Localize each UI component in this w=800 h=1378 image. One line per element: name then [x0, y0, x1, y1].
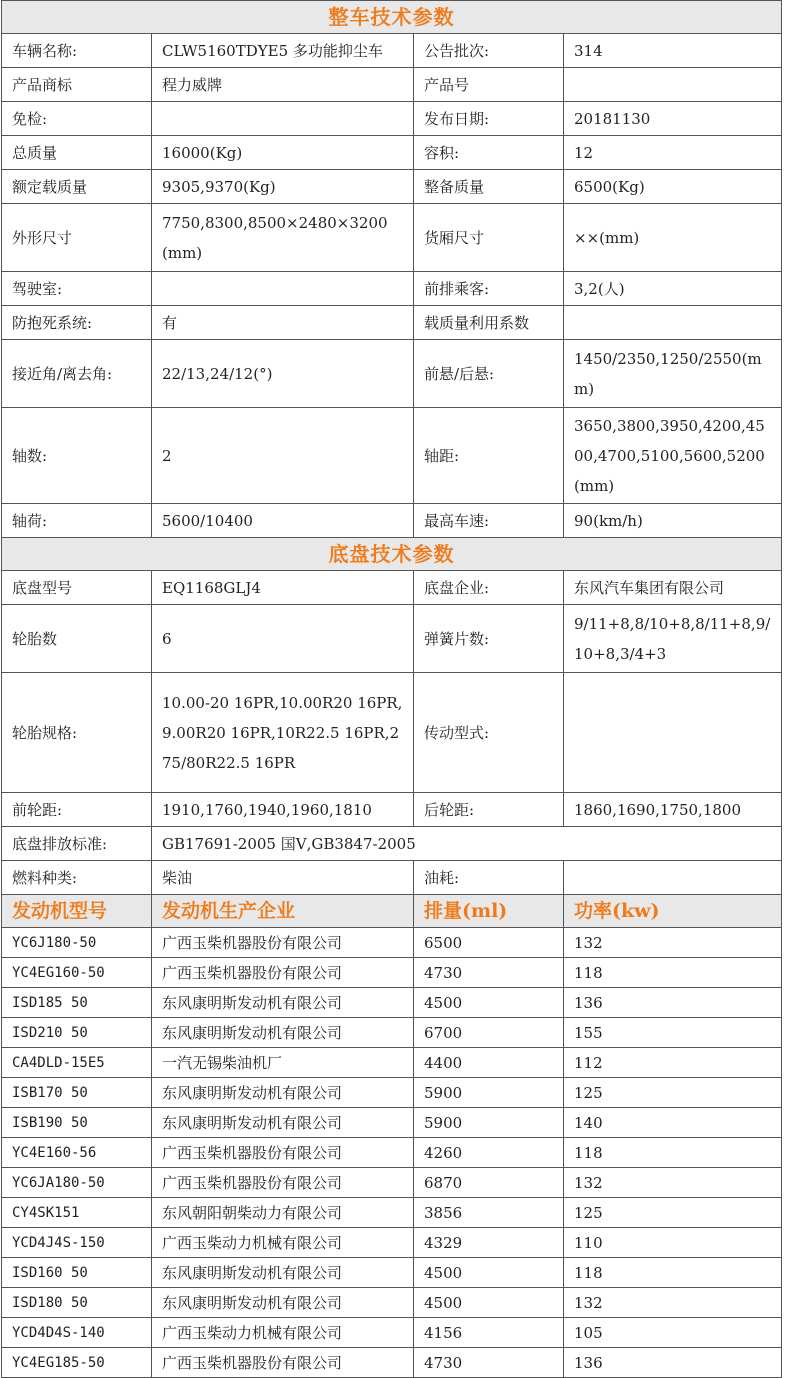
engine-model: YC4EG185-50	[2, 1348, 152, 1378]
param-value: 1860,1690,1750,1800	[564, 793, 782, 827]
engine-row	[2, 1258, 782, 1288]
param-value: 9/11+8,8/10+8,8/11+8,9/10+8,3/4+3	[564, 605, 782, 673]
engine-model: YC6JA180-50	[2, 1168, 152, 1198]
engine-model: ISD180 50	[2, 1288, 152, 1318]
fuel-value: 柴油	[152, 861, 414, 895]
param-value: 7750,8300,8500×2480×3200(mm)	[152, 204, 414, 272]
param-value: 6	[152, 605, 414, 673]
param-label: 轴荷:	[2, 504, 152, 538]
engine-maker: 一汽无锡柴油机厂	[152, 1048, 414, 1078]
param-value: 程力威牌	[152, 68, 414, 102]
param-value: 有	[152, 306, 414, 340]
vehicle-param-row	[2, 408, 782, 504]
engine-row	[2, 928, 782, 958]
param-label: 容积:	[414, 136, 564, 170]
engine-displacement: 5900	[414, 1078, 564, 1108]
vehicle-param-row	[2, 136, 782, 170]
vehicle-param-row	[2, 204, 782, 272]
chassis-param-row	[2, 605, 782, 673]
engine-row	[2, 1198, 782, 1228]
engine-row	[2, 1018, 782, 1048]
engine-displacement: 4730	[414, 958, 564, 988]
engine-power: 118	[564, 1138, 782, 1168]
chassis-section-header	[2, 538, 782, 571]
param-label: 免检:	[2, 102, 152, 136]
param-label: 额定载质量	[2, 170, 152, 204]
engine-displacement: 4500	[414, 1258, 564, 1288]
spec-table-body	[2, 1, 782, 1378]
chassis-section-title: 底盘技术参数	[2, 538, 782, 571]
vehicle-param-row	[2, 170, 782, 204]
engine-model: ISB190 50	[2, 1108, 152, 1138]
engine-maker: 广西玉柴机器股份有限公司	[152, 1348, 414, 1378]
chassis-param-row	[2, 571, 782, 605]
engine-power: 140	[564, 1108, 782, 1138]
engine-row	[2, 988, 782, 1018]
engine-displacement: 3856	[414, 1198, 564, 1228]
engine-model: YCD4J4S-150	[2, 1228, 152, 1258]
engine-model-header: 发动机型号	[2, 895, 152, 928]
param-label: 总质量	[2, 136, 152, 170]
spec-sheet	[1, 0, 781, 1378]
param-label: 防抱死系统:	[2, 306, 152, 340]
engine-row	[2, 1168, 782, 1198]
emission-value: GB17691-2005 国Ⅴ,GB3847-2005	[152, 827, 782, 861]
consumption-label: 油耗:	[414, 861, 564, 895]
engine-maker: 广西玉柴动力机械有限公司	[152, 1318, 414, 1348]
engine-model: CA4DLD-15E5	[2, 1048, 152, 1078]
engine-model: ISD210 50	[2, 1018, 152, 1048]
param-value: 5600/10400	[152, 504, 414, 538]
vehicle-param-row	[2, 102, 782, 136]
engine-row	[2, 1228, 782, 1258]
engine-power: 132	[564, 928, 782, 958]
param-label: 传动型式:	[414, 673, 564, 793]
engine-displacement: 6870	[414, 1168, 564, 1198]
param-value	[564, 306, 782, 340]
engine-displacement: 6500	[414, 928, 564, 958]
engine-power: 136	[564, 1348, 782, 1378]
param-value: 22/13,24/12(°)	[152, 340, 414, 408]
engine-row	[2, 1078, 782, 1108]
engine-displacement: 4260	[414, 1138, 564, 1168]
engine-model: YC4E160-56	[2, 1138, 152, 1168]
spec-table	[1, 0, 782, 1378]
engine-model: YC6J180-50	[2, 928, 152, 958]
engine-power: 118	[564, 958, 782, 988]
param-value: 东风汽车集团有限公司	[564, 571, 782, 605]
engine-power: 112	[564, 1048, 782, 1078]
param-value: EQ1168GLJ4	[152, 571, 414, 605]
param-value: 3650,3800,3950,4200,4500,4700,5100,5600,5200(mm)	[564, 408, 782, 504]
engine-power: 125	[564, 1078, 782, 1108]
param-label: 轮胎数	[2, 605, 152, 673]
param-value: 9305,9370(Kg)	[152, 170, 414, 204]
engine-model: ISD160 50	[2, 1258, 152, 1288]
engine-power: 105	[564, 1318, 782, 1348]
param-label: 前排乘客:	[414, 272, 564, 306]
param-value	[564, 673, 782, 793]
engine-maker: 东风康明斯发动机有限公司	[152, 1078, 414, 1108]
param-label: 底盘企业:	[414, 571, 564, 605]
engine-displacement: 4400	[414, 1048, 564, 1078]
param-value: 12	[564, 136, 782, 170]
engine-maker: 东风康明斯发动机有限公司	[152, 1108, 414, 1138]
param-value	[152, 102, 414, 136]
param-label: 轴数:	[2, 408, 152, 504]
engine-displacement: 4500	[414, 988, 564, 1018]
param-label: 驾驶室:	[2, 272, 152, 306]
param-value: 314	[564, 34, 782, 68]
engine-row	[2, 1288, 782, 1318]
engine-maker: 广西玉柴机器股份有限公司	[152, 958, 414, 988]
param-value: 1450/2350,1250/2550(mm)	[564, 340, 782, 408]
engine-maker-header: 发动机生产企业	[152, 895, 414, 928]
param-value: 10.00-20 16PR,10.00R20 16PR,9.00R20 16PR,10R22.5 16PR,275/80R22.5 16PR	[152, 673, 414, 793]
engine-maker: 东风康明斯发动机有限公司	[152, 988, 414, 1018]
engine-maker: 广西玉柴动力机械有限公司	[152, 1228, 414, 1258]
vehicle-param-row	[2, 504, 782, 538]
engine-power: 132	[564, 1288, 782, 1318]
engine-maker: 广西玉柴机器股份有限公司	[152, 928, 414, 958]
vehicle-param-row	[2, 68, 782, 102]
engine-row	[2, 1348, 782, 1378]
engine-row	[2, 1048, 782, 1078]
vehicle-param-row	[2, 306, 782, 340]
engine-model: CY4SK151	[2, 1198, 152, 1228]
engine-power: 118	[564, 1258, 782, 1288]
engine-maker: 东风朝阳朝柴动力有限公司	[152, 1198, 414, 1228]
param-label: 接近角/离去角:	[2, 340, 152, 408]
param-label: 轴距:	[414, 408, 564, 504]
consumption-value	[564, 861, 782, 895]
vehicle-param-row	[2, 272, 782, 306]
power-header: 功率(kw)	[564, 895, 782, 928]
engine-power: 110	[564, 1228, 782, 1258]
engine-maker: 广西玉柴机器股份有限公司	[152, 1138, 414, 1168]
param-label: 后轮距:	[414, 793, 564, 827]
emission-row	[2, 827, 782, 861]
engine-power: 136	[564, 988, 782, 1018]
engine-row	[2, 1138, 782, 1168]
param-label: 发布日期:	[414, 102, 564, 136]
param-value: 1910,1760,1940,1960,1810	[152, 793, 414, 827]
engine-model: ISD185 50	[2, 988, 152, 1018]
param-label: 弹簧片数:	[414, 605, 564, 673]
engine-displacement: 4156	[414, 1318, 564, 1348]
engine-maker: 东风康明斯发动机有限公司	[152, 1018, 414, 1048]
param-value: 3,2(人)	[564, 272, 782, 306]
param-value: 90(km/h)	[564, 504, 782, 538]
param-label: 车辆名称:	[2, 34, 152, 68]
engine-model: YCD4D4S-140	[2, 1318, 152, 1348]
param-label: 外形尺寸	[2, 204, 152, 272]
engine-displacement: 4500	[414, 1288, 564, 1318]
param-label: 前悬/后悬:	[414, 340, 564, 408]
emission-label: 底盘排放标准:	[2, 827, 152, 861]
engine-table-header	[2, 895, 782, 928]
engine-displacement: 4730	[414, 1348, 564, 1378]
fuel-label: 燃料种类:	[2, 861, 152, 895]
vehicle-section-title: 整车技术参数	[2, 1, 782, 34]
engine-displacement: 4329	[414, 1228, 564, 1258]
param-value: CLW5160TDYE5 多功能抑尘车	[152, 34, 414, 68]
engine-displacement: 6700	[414, 1018, 564, 1048]
param-label: 前轮距:	[2, 793, 152, 827]
param-value	[152, 272, 414, 306]
param-label: 公告批次:	[414, 34, 564, 68]
param-value: 20181130	[564, 102, 782, 136]
param-value: 6500(Kg)	[564, 170, 782, 204]
engine-row	[2, 958, 782, 988]
vehicle-section-header	[2, 1, 782, 34]
param-value	[564, 68, 782, 102]
param-label: 产品商标	[2, 68, 152, 102]
chassis-param-row	[2, 793, 782, 827]
vehicle-param-row	[2, 340, 782, 408]
param-label: 整备质量	[414, 170, 564, 204]
engine-power: 125	[564, 1198, 782, 1228]
chassis-param-row	[2, 673, 782, 793]
engine-power: 132	[564, 1168, 782, 1198]
fuel-row	[2, 861, 782, 895]
param-value: ××(mm)	[564, 204, 782, 272]
engine-power: 155	[564, 1018, 782, 1048]
engine-maker: 东风康明斯发动机有限公司	[152, 1258, 414, 1288]
param-label: 轮胎规格:	[2, 673, 152, 793]
engine-model: ISB170 50	[2, 1078, 152, 1108]
param-label: 货厢尺寸	[414, 204, 564, 272]
engine-row	[2, 1108, 782, 1138]
param-value: 2	[152, 408, 414, 504]
param-label: 底盘型号	[2, 571, 152, 605]
engine-row	[2, 1318, 782, 1348]
param-label: 最高车速:	[414, 504, 564, 538]
vehicle-param-row	[2, 34, 782, 68]
param-value: 16000(Kg)	[152, 136, 414, 170]
param-label: 产品号	[414, 68, 564, 102]
engine-displacement: 5900	[414, 1108, 564, 1138]
engine-maker: 广西玉柴机器股份有限公司	[152, 1168, 414, 1198]
displacement-header: 排量(ml)	[414, 895, 564, 928]
engine-model: YC4EG160-50	[2, 958, 152, 988]
param-label: 载质量利用系数	[414, 306, 564, 340]
engine-maker: 东风康明斯发动机有限公司	[152, 1288, 414, 1318]
